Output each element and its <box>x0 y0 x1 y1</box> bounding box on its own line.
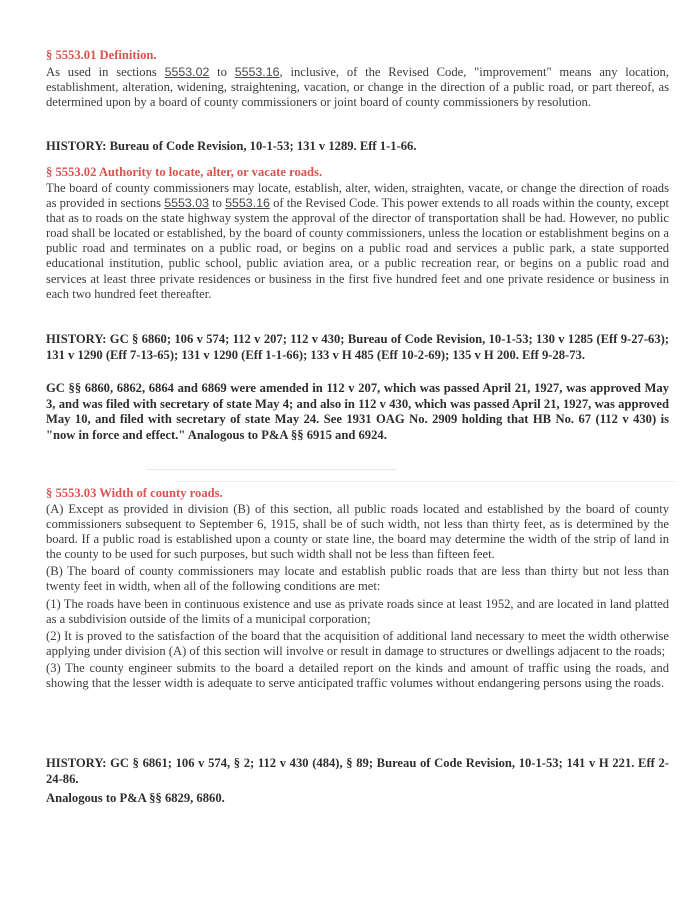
history-text: HISTORY: Bureau of Code Revision, 10-1-53; 131 v 1289. Eff 1-1-66. <box>46 139 417 153</box>
section-5553-03 <box>46 486 669 693</box>
body-text: , inclusive, of the Revised Code, "improvement" means any location, establishment, alteration, widening, straightening, vacation, or change in the direction of a public road, or part thereof, as determined upon by a board of county commissioners or joint board of county commissioners by resolution. <box>46 65 669 110</box>
body-text: to <box>209 196 226 211</box>
history-note: Analogous to P&A §§ 6829, 6860. <box>46 791 225 805</box>
paragraph-2: (2) It is proved to the satisfaction of the board that the acquisition of additional land necessary to meet the width otherwise applying under division (A) of this section will involve or result in damage to structures or dwellings adjacent to the roads; <box>46 628 669 658</box>
body-text: to <box>209 65 235 79</box>
history-text: HISTORY: GC § 6860; 106 v 574; 112 v 207; 112 v 430; Bureau of Code Revision, 10-1-53; 130 v 1285 (Eff 9-27-63); 131 v 1290 (Eff 7-13-65); 131 v 1290 (Eff 1-1-66); 133 v H 485 (Eff 10-2-69); 135 v H 200. Eff 9-28-73. <box>46 332 669 362</box>
section-body <box>46 65 669 110</box>
paragraph-3: (3) The county engineer submits to the board a detailed report on the kinds and amount of traffic using the roads, and showing that the lesser width is adequate to serve anticipated traffic volumes without endangering persons using the roads. <box>46 660 669 691</box>
section-heading: § 5553.02 Authority to locate, alter, or vacate roads. <box>46 165 323 179</box>
scan-artifact-line <box>146 469 396 470</box>
section-body <box>46 181 669 302</box>
section-body <box>46 502 669 691</box>
section-5553-02 <box>46 165 669 302</box>
section-5553-01 <box>46 48 669 110</box>
section-link-5553-02[interactable]: 5553.02 <box>164 65 210 79</box>
paragraph-b: (B) The board of county commissioners may locate and establish public roads that are less than thirty but not less than twenty feet in width, when all of the following conditions are met: <box>46 564 669 594</box>
body-text: The board of county commissioners may locate, establish, alter, widen, straighten, vacate, or change the direction of roads as provided in sections <box>46 181 669 211</box>
body-text: As used in sections <box>46 65 165 79</box>
section-link-5553-16[interactable]: 5553.16 <box>225 196 270 211</box>
paragraph-1: (1) The roads have been in continuous existence and use as private roads since at least 1952, and are located in land platted as a subdivision outside of the limits of a municipal corporation; <box>46 596 669 626</box>
section-heading: § 5553.01 Definition. <box>46 48 157 62</box>
paragraph-a: (A) Except as provided in division (B) of this section, all public roads located and established by the board of county commissioners subsequent to September 6, 1915, shall be of such width, not less than thirty feet, as is determined by the board. If a public road is established upon a county or state line, the board may determine the width of the strip of land in the county to be used for such purposes, but such width shall not be less than fifteen feet. <box>46 502 669 562</box>
section-link-5553-16[interactable]: 5553.16 <box>234 65 280 79</box>
scan-artifact-line <box>176 481 676 482</box>
history-note: GC §§ 6860, 6862, 6864 and 6869 were amended in 112 v 207, which was passed April 21, 1927, was approved May 3, and was filed with secretary of state May 4; and also in 112 v 430, which was passed April 21, 1927, was approved May 10, and filed with secretary of state May 24. See 1931 OAG No. 2909 holding that HB No. 67 (112 v 430) is "now in force and effect." Analogous to P&A §§ 6915 and 6924. <box>46 381 669 442</box>
section-link-5553-03[interactable]: 5553.03 <box>164 196 210 211</box>
body-text: of the Revised Code. This power extends to all roads within the county, except that as to roads on the state highway system the approval of the director of transportation shall be had. However, no public road shall be located or established, by the board of county commissioners, unless the location or establishment begins on a public road and terminates on a public road, or begins on a public road and services a public park, a state supported educational institution, public school, public aviation area, or a public recreation rear, or begins on a public road and services at least three private residences or business in the first five hundred feet and one private residence or business in each two hundred feet thereafter. <box>46 196 669 301</box>
history-text: HISTORY: GC § 6861; 106 v 574, § 2; 112 v 430 (484), § 89; Bureau of Code Revision, 10-1-53; 141 v H 221. Eff 2-24-86. <box>46 756 669 786</box>
section-heading: § 5553.03 Width of county roads. <box>46 486 223 500</box>
